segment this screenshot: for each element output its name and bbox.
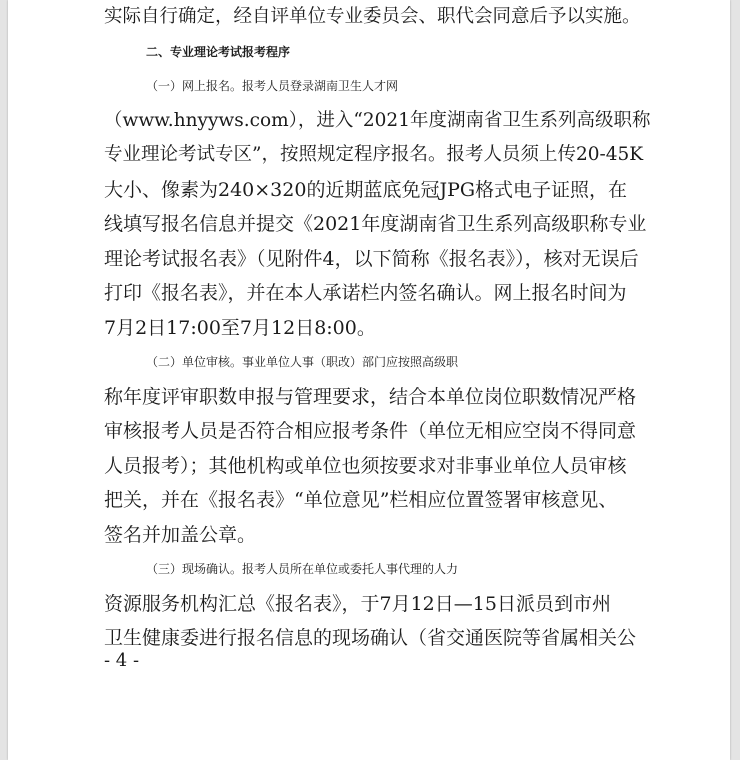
paragraph-line: 把关，并在《报名表》“单位意见”栏相应位置签署审核意见、 [104,489,618,511]
paragraph-line: （二）单位审核。事业单位人事（职改）部门应按照高级职 [146,355,459,369]
body-text [104,0,652,656]
paragraph-line: 打印《报名表》，并在本人承诺栏内签名确认。网上报名时间为 [104,282,627,304]
paragraph-line: （三）现场确认。报考人员所在单位或委托人事代理的人力 [146,562,459,576]
page-number: - 4 - [104,650,140,671]
document-page [8,0,730,760]
paragraph-line: 大小、像素为240×320的近期蓝底免冠JPG格式电子证照，在 [104,178,628,201]
text-line: 实际自行确定，经自评单位专业委员会、职代会同意后予以实施。 [104,6,641,27]
paragraph-line: 称年度评审职数申报与管理要求，结合本单位岗位职数情况严格 [104,385,637,408]
paragraph-line: （www.hnyyws.com），进入“2021年度湖南省卫生系列高级职称 [104,109,651,131]
section-heading: 二、专业理论考试报考程序 [146,44,291,59]
paragraph-line: 专业理论考试专区”，按照规定程序报名。报考人员须上传20-45K [104,144,644,165]
paragraph-line: 7月2日17:00至7月12日8:00。 [104,316,376,339]
paragraph-line: 签名并加盖公章。 [104,523,257,546]
paragraph-line: 审核报考人员是否符合相应报考条件（单位无相应空岗不得同意 [104,420,637,442]
paragraph-line: （一）网上报名。报考人员登录湖南卫生人才网 [146,79,399,93]
paragraph-line: 理论考试报名表》（见附件4，以下简称《报名表》），核对无误后 [104,247,639,270]
paragraph-line: 资源服务机构汇总《报名表》，于7月12日—15日派员到市州 [104,592,611,615]
paragraph-line: 线填写报名信息并提交《2021年度湖南省卫生系列高级职称专业 [104,213,647,235]
paragraph-line: 卫生健康委进行报名信息的现场确认（省交通医院等省属相关公 [104,627,637,649]
paragraph-line: 人员报考）；其他机构或单位也须按要求对非事业单位人员审核 [104,454,627,477]
